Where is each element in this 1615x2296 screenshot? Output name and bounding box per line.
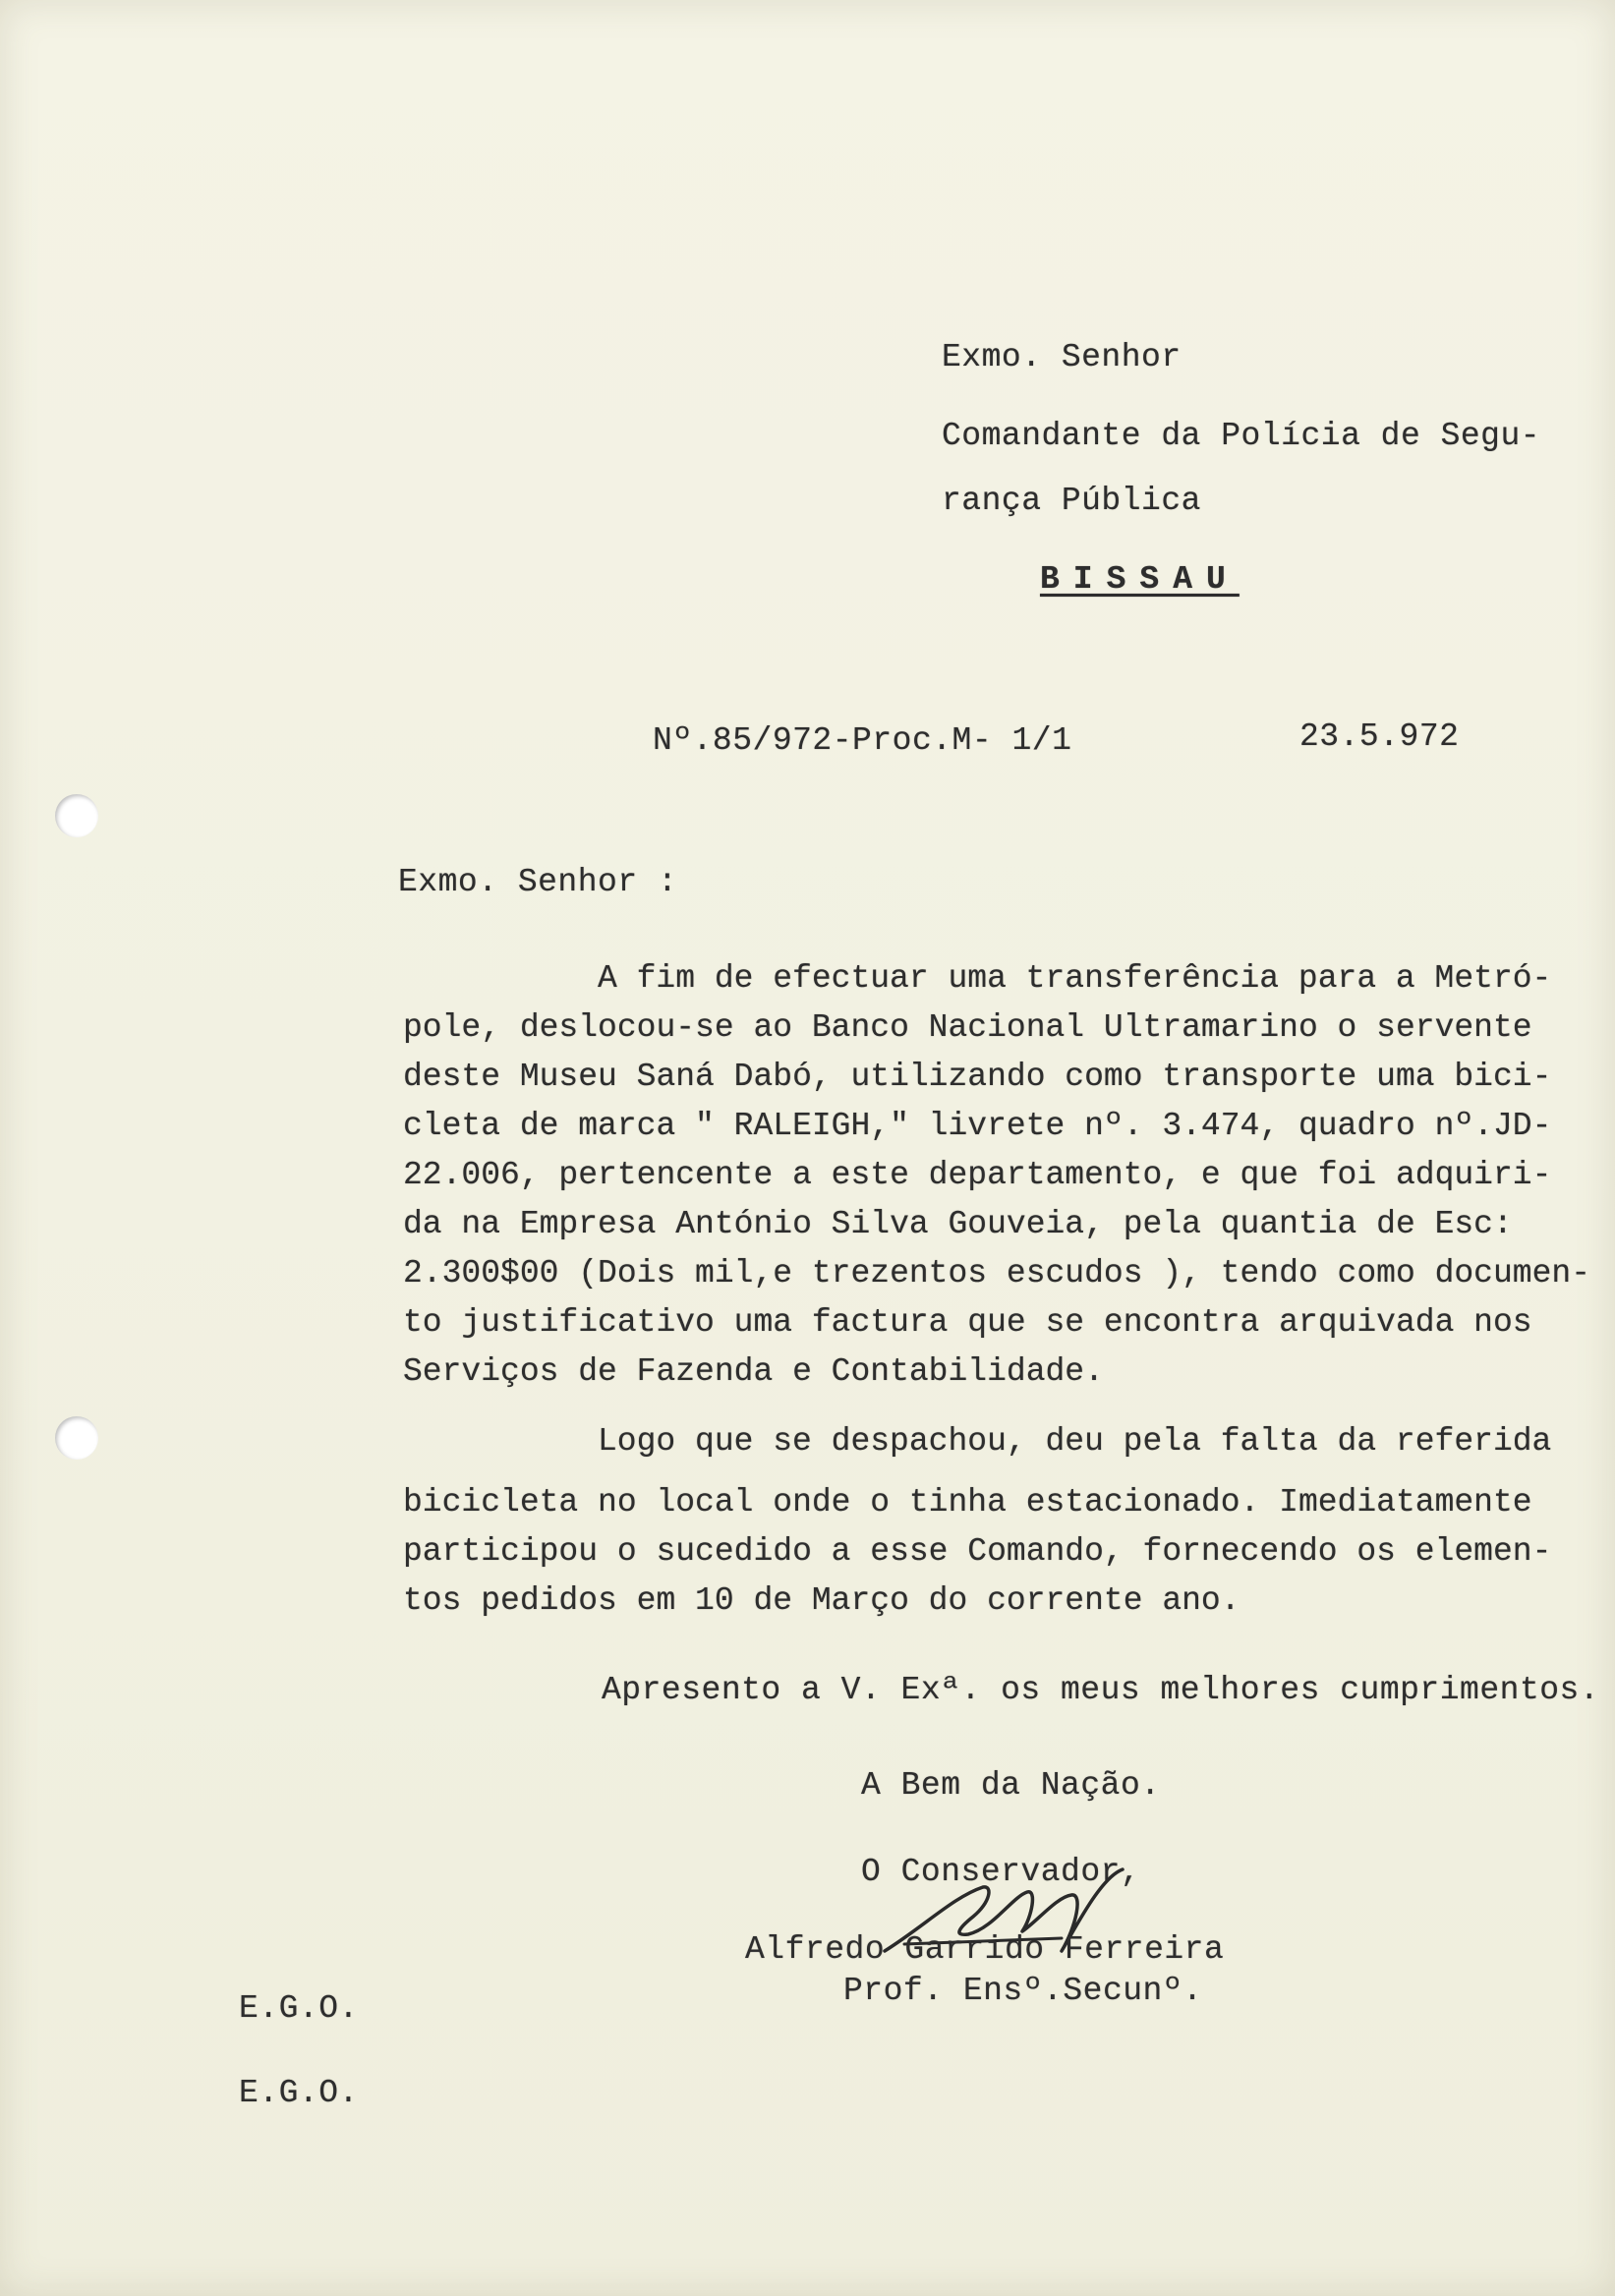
paragraph-2-line: participou o sucedido a esse Comando, fornecendo os elemen-: [403, 1533, 1552, 1570]
paragraph-1-line: A fim de efectuar uma transferência para a Metró-: [598, 960, 1552, 997]
paragraph-1-line: pole, deslocou-se ao Banco Nacional Ultramarino o servente: [403, 1009, 1532, 1046]
addressee-title-line2: rança Pública: [942, 483, 1201, 519]
signatory-title: O Conservador,: [861, 1854, 1141, 1890]
motto: A Bem da Nação.: [861, 1767, 1161, 1804]
paragraph-2-line: bicicleta no local onde o tinha estacionado. Imediatamente: [403, 1484, 1532, 1521]
paragraph-2: [403, 1413, 1573, 1622]
reference-number: Nº.85/972-Proc.M- 1/1: [653, 722, 1072, 759]
paragraph-1-line: to justificativo uma factura que se encontra arquivada nos: [403, 1304, 1532, 1341]
addressee-title-line1: Comandante da Polícia de Segu-: [942, 418, 1541, 454]
paragraph-1-line: deste Museu Saná Dabó, utilizando como transporte uma bici-: [403, 1059, 1552, 1095]
paragraph-1: [403, 953, 1590, 1396]
closing-line: Apresento a V. Exª. os meus melhores cumprimentos.: [602, 1672, 1600, 1708]
addressee-salutation: Exmo. Senhor: [942, 339, 1182, 375]
signatory-position: Prof. Ensº.Secunº.: [843, 1973, 1203, 2009]
paragraph-1-line: 2.300$00 (Dois mil,e trezentos escudos ), tendo como documen-: [403, 1255, 1590, 1292]
paragraph-2-line: tos pedidos em 10 de Março do corrente ano.: [403, 1582, 1240, 1619]
paragraph-1-line: da na Empresa António Silva Gouveia, pela quantia de Esc:: [403, 1206, 1513, 1242]
paragraph-1-line: Serviços de Fazenda e Contabilidade.: [403, 1353, 1104, 1390]
filing-mark: E.G.O.: [239, 1990, 359, 2027]
paragraph-2-line: Logo que se despachou, deu pela falta da referida: [598, 1423, 1552, 1460]
paragraph-1-line: cleta de marca " RALEIGH," livrete nº. 3.474, quadro nº.JD-: [403, 1108, 1552, 1144]
punch-hole-bottom: [55, 1416, 98, 1460]
filing-mark: E.G.O.: [239, 2075, 359, 2111]
reference-date: 23.5.972: [1299, 718, 1460, 755]
greeting: Exmo. Senhor :: [398, 864, 678, 900]
addressee-city: BISSAU: [1040, 561, 1240, 598]
punch-hole-top: [55, 794, 98, 837]
signatory-name: Alfredo Garrido Ferreira: [745, 1931, 1225, 1968]
paragraph-1-line: 22.006, pertencente a este departamento, e que foi adquiri-: [403, 1157, 1552, 1193]
